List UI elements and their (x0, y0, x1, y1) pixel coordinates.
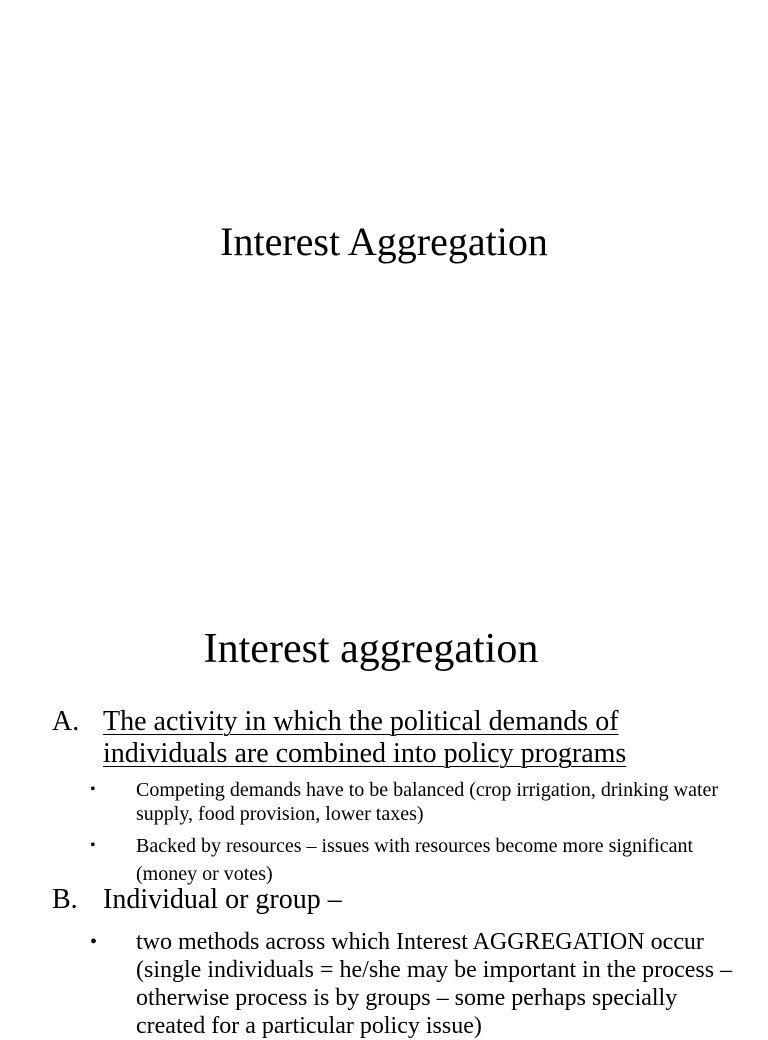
bullet-icon: • (90, 781, 96, 798)
sub-point-text: two methods across which Interest AGGREGATION occur (single individuals = he/she may be important in the process – otherwise process is by groups – some perhaps specially created for a particular policy issue) (136, 929, 733, 1039)
sub-point (52, 778, 742, 826)
sub-point-list (52, 778, 742, 888)
sub-point-list (52, 928, 742, 1040)
point-marker: B. (52, 884, 78, 915)
point-b (52, 884, 742, 1040)
point-text: Individual or group – (103, 884, 342, 915)
point-text: The activity in which the political demands of individuals are combined into policy programs (103, 706, 627, 769)
sub-point-text: Backed by resources – issues with resources become more significant (money or votes) (136, 835, 694, 885)
sub-point (52, 832, 742, 888)
point-marker: A. (52, 706, 80, 737)
content-slide (0, 576, 768, 1039)
sub-point-text: Competing demands have to be balanced (crop irrigation, drinking water supply, food provision, lower taxes) (136, 779, 719, 825)
content-slide-title: Interest aggregation (203, 626, 539, 672)
bullet-icon: • (90, 931, 98, 953)
slide-title: Interest Aggregation (220, 219, 548, 264)
point-a (52, 706, 742, 888)
bullet-icon: • (90, 837, 96, 854)
sub-point (52, 928, 742, 1040)
